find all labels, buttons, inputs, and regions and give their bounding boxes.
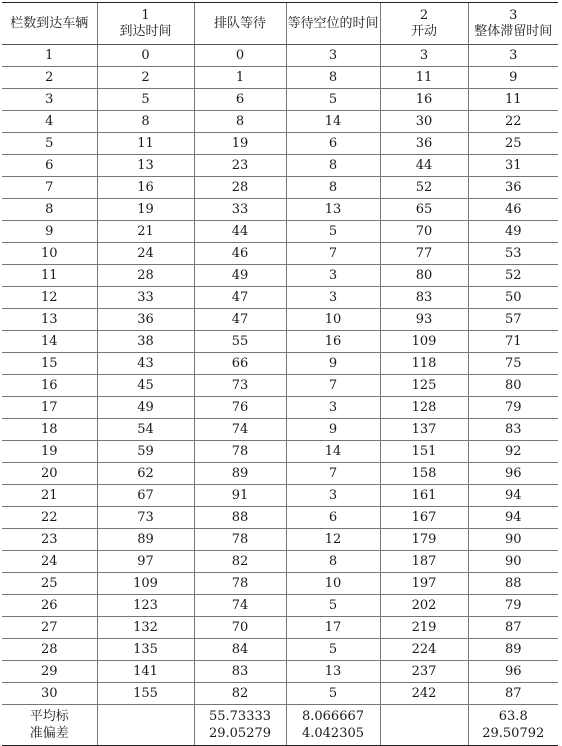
cell-slot-wait: 14 xyxy=(286,441,380,463)
table-row xyxy=(2,419,558,441)
cell-slot-wait: 5 xyxy=(286,221,380,243)
cell-total-stay: 79 xyxy=(468,595,558,617)
cell-arrival-time: 2 xyxy=(97,67,194,89)
table-row xyxy=(2,573,558,595)
cell-queue-wait: 78 xyxy=(194,441,286,463)
cell-queue-wait: 73 xyxy=(194,375,286,397)
cell-vehicle-number: 9 xyxy=(2,221,97,243)
cell-arrival-time: 97 xyxy=(97,551,194,573)
cell-total-stay: 87 xyxy=(468,683,558,705)
cell-departure: 202 xyxy=(380,595,468,617)
cell-departure: 128 xyxy=(380,397,468,419)
cell-slot-wait: 5 xyxy=(286,683,380,705)
cell-total-stay: 88 xyxy=(468,573,558,595)
cell-departure: 80 xyxy=(380,265,468,287)
cell-queue-wait: 47 xyxy=(194,309,286,331)
cell-arrival-time: 8 xyxy=(97,111,194,133)
cell-total-stay: 3 xyxy=(468,45,558,67)
cell-queue-wait: 82 xyxy=(194,683,286,705)
table-row xyxy=(2,441,558,463)
table-row xyxy=(2,595,558,617)
cell-slot-wait: 9 xyxy=(286,419,380,441)
cell-departure: 125 xyxy=(380,375,468,397)
cell-slot-wait: 10 xyxy=(286,309,380,331)
cell-queue-wait: 88 xyxy=(194,507,286,529)
cell-departure: 158 xyxy=(380,463,468,485)
cell-slot-wait: 3 xyxy=(286,45,380,67)
cell-arrival-time: 11 xyxy=(97,133,194,155)
cell-arrival-time: 135 xyxy=(97,639,194,661)
table-row xyxy=(2,397,558,419)
cell-departure: 151 xyxy=(380,441,468,463)
table-row xyxy=(2,133,558,155)
cell-vehicle-number: 10 xyxy=(2,243,97,265)
table-row xyxy=(2,155,558,177)
table-row xyxy=(2,243,558,265)
header-vehicle-number: 栏数到达车辆 xyxy=(2,3,97,45)
cell-departure: 36 xyxy=(380,133,468,155)
summary-departure-cell xyxy=(380,705,468,746)
cell-slot-wait: 3 xyxy=(286,485,380,507)
cell-slot-wait: 12 xyxy=(286,529,380,551)
table-row xyxy=(2,111,558,133)
cell-vehicle-number: 18 xyxy=(2,419,97,441)
cell-slot-wait: 8 xyxy=(286,551,380,573)
cell-vehicle-number: 19 xyxy=(2,441,97,463)
cell-queue-wait: 23 xyxy=(194,155,286,177)
cell-queue-wait: 46 xyxy=(194,243,286,265)
cell-queue-wait: 44 xyxy=(194,221,286,243)
results-table-container xyxy=(2,2,558,746)
cell-slot-wait: 16 xyxy=(286,331,380,353)
cell-slot-wait: 8 xyxy=(286,155,380,177)
cell-total-stay: 94 xyxy=(468,507,558,529)
cell-vehicle-number: 23 xyxy=(2,529,97,551)
cell-departure: 44 xyxy=(380,155,468,177)
table-row xyxy=(2,683,558,705)
cell-queue-wait: 91 xyxy=(194,485,286,507)
cell-departure: 70 xyxy=(380,221,468,243)
cell-departure: 137 xyxy=(380,419,468,441)
table-row xyxy=(2,67,558,89)
summary-slot-wait-cell xyxy=(286,705,380,746)
cell-total-stay: 80 xyxy=(468,375,558,397)
cell-vehicle-number: 3 xyxy=(2,89,97,111)
cell-arrival-time: 155 xyxy=(97,683,194,705)
cell-total-stay: 94 xyxy=(468,485,558,507)
cell-vehicle-number: 26 xyxy=(2,595,97,617)
cell-arrival-time: 59 xyxy=(97,441,194,463)
cell-total-stay: 22 xyxy=(468,111,558,133)
cell-vehicle-number: 29 xyxy=(2,661,97,683)
table-row xyxy=(2,287,558,309)
queue-wait-std: 29.05279 xyxy=(208,726,272,741)
cell-arrival-time: 13 xyxy=(97,155,194,177)
cell-total-stay: 25 xyxy=(468,133,558,155)
cell-vehicle-number: 25 xyxy=(2,573,97,595)
cell-queue-wait: 78 xyxy=(194,529,286,551)
cell-departure: 219 xyxy=(380,617,468,639)
total-stay-mean: 63.8 xyxy=(498,709,528,724)
cell-total-stay: 52 xyxy=(468,265,558,287)
cell-arrival-time: 28 xyxy=(97,265,194,287)
cell-departure: 93 xyxy=(380,309,468,331)
cell-total-stay: 90 xyxy=(468,551,558,573)
cell-departure: 11 xyxy=(380,67,468,89)
queue-simulation-table xyxy=(2,2,558,746)
cell-arrival-time: 109 xyxy=(97,573,194,595)
cell-slot-wait: 5 xyxy=(286,89,380,111)
summary-label-cell xyxy=(2,705,97,746)
cell-vehicle-number: 11 xyxy=(2,265,97,287)
cell-vehicle-number: 12 xyxy=(2,287,97,309)
cell-queue-wait: 49 xyxy=(194,265,286,287)
std-label: 准偏差 xyxy=(29,726,69,741)
total-stay-std: 29.50792 xyxy=(482,726,545,741)
cell-departure: 83 xyxy=(380,287,468,309)
cell-queue-wait: 33 xyxy=(194,199,286,221)
cell-queue-wait: 6 xyxy=(194,89,286,111)
cell-queue-wait: 76 xyxy=(194,397,286,419)
cell-vehicle-number: 5 xyxy=(2,133,97,155)
table-row xyxy=(2,639,558,661)
cell-queue-wait: 82 xyxy=(194,551,286,573)
slot-wait-std: 4.042305 xyxy=(301,726,365,741)
cell-arrival-time: 33 xyxy=(97,287,194,309)
cell-total-stay: 89 xyxy=(468,639,558,661)
cell-queue-wait: 28 xyxy=(194,177,286,199)
cell-slot-wait: 8 xyxy=(286,177,380,199)
cell-arrival-time: 62 xyxy=(97,463,194,485)
cell-slot-wait: 9 xyxy=(286,353,380,375)
cell-slot-wait: 17 xyxy=(286,617,380,639)
cell-total-stay: 75 xyxy=(468,353,558,375)
cell-arrival-time: 45 xyxy=(97,375,194,397)
cell-arrival-time: 36 xyxy=(97,309,194,331)
cell-departure: 224 xyxy=(380,639,468,661)
cell-queue-wait: 47 xyxy=(194,287,286,309)
cell-vehicle-number: 30 xyxy=(2,683,97,705)
cell-arrival-time: 49 xyxy=(97,397,194,419)
cell-slot-wait: 7 xyxy=(286,375,380,397)
cell-vehicle-number: 24 xyxy=(2,551,97,573)
cell-total-stay: 83 xyxy=(468,419,558,441)
cell-queue-wait: 83 xyxy=(194,661,286,683)
cell-vehicle-number: 4 xyxy=(2,111,97,133)
cell-total-stay: 96 xyxy=(468,661,558,683)
cell-departure: 3 xyxy=(380,45,468,67)
table-body xyxy=(2,45,558,746)
cell-vehicle-number: 22 xyxy=(2,507,97,529)
cell-vehicle-number: 8 xyxy=(2,199,97,221)
cell-total-stay: 71 xyxy=(468,331,558,353)
cell-arrival-time: 19 xyxy=(97,199,194,221)
table-row xyxy=(2,529,558,551)
cell-departure: 65 xyxy=(380,199,468,221)
cell-slot-wait: 13 xyxy=(286,661,380,683)
cell-slot-wait: 5 xyxy=(286,639,380,661)
cell-departure: 161 xyxy=(380,485,468,507)
cell-arrival-time: 24 xyxy=(97,243,194,265)
cell-slot-wait: 7 xyxy=(286,463,380,485)
header-total-stay: 3 整体滞留时间 xyxy=(468,3,558,45)
table-row xyxy=(2,353,558,375)
cell-queue-wait: 1 xyxy=(194,67,286,89)
cell-departure: 187 xyxy=(380,551,468,573)
table-row xyxy=(2,199,558,221)
table-row xyxy=(2,265,558,287)
header-departure: 2 开动 xyxy=(380,3,468,45)
cell-queue-wait: 74 xyxy=(194,595,286,617)
cell-slot-wait: 13 xyxy=(286,199,380,221)
cell-vehicle-number: 15 xyxy=(2,353,97,375)
table-row xyxy=(2,375,558,397)
cell-arrival-time: 38 xyxy=(97,331,194,353)
cell-total-stay: 36 xyxy=(468,177,558,199)
cell-vehicle-number: 20 xyxy=(2,463,97,485)
cell-vehicle-number: 2 xyxy=(2,67,97,89)
cell-total-stay: 53 xyxy=(468,243,558,265)
summary-queue-wait-cell xyxy=(194,705,286,746)
cell-slot-wait: 14 xyxy=(286,111,380,133)
cell-total-stay: 90 xyxy=(468,529,558,551)
cell-vehicle-number: 27 xyxy=(2,617,97,639)
cell-queue-wait: 84 xyxy=(194,639,286,661)
cell-arrival-time: 89 xyxy=(97,529,194,551)
cell-queue-wait: 19 xyxy=(194,133,286,155)
cell-departure: 77 xyxy=(380,243,468,265)
mean-label: 平均标 xyxy=(29,709,69,724)
cell-arrival-time: 73 xyxy=(97,507,194,529)
header-queue-wait: 排队等待 xyxy=(194,3,286,45)
cell-arrival-time: 21 xyxy=(97,221,194,243)
queue-wait-mean: 55.73333 xyxy=(208,709,272,724)
cell-slot-wait: 10 xyxy=(286,573,380,595)
cell-departure: 16 xyxy=(380,89,468,111)
cell-total-stay: 87 xyxy=(468,617,558,639)
cell-slot-wait: 5 xyxy=(286,595,380,617)
cell-total-stay: 57 xyxy=(468,309,558,331)
cell-vehicle-number: 17 xyxy=(2,397,97,419)
cell-vehicle-number: 21 xyxy=(2,485,97,507)
cell-vehicle-number: 7 xyxy=(2,177,97,199)
table-row xyxy=(2,463,558,485)
cell-slot-wait: 3 xyxy=(286,397,380,419)
table-row xyxy=(2,309,558,331)
cell-arrival-time: 0 xyxy=(97,45,194,67)
cell-total-stay: 79 xyxy=(468,397,558,419)
cell-departure: 179 xyxy=(380,529,468,551)
cell-slot-wait: 7 xyxy=(286,243,380,265)
table-row xyxy=(2,485,558,507)
table-row xyxy=(2,177,558,199)
cell-slot-wait: 6 xyxy=(286,133,380,155)
cell-arrival-time: 141 xyxy=(97,661,194,683)
cell-departure: 109 xyxy=(380,331,468,353)
summary-row xyxy=(2,705,558,746)
cell-departure: 167 xyxy=(380,507,468,529)
cell-vehicle-number: 28 xyxy=(2,639,97,661)
cell-queue-wait: 0 xyxy=(194,45,286,67)
cell-arrival-time: 43 xyxy=(97,353,194,375)
table-row xyxy=(2,45,558,67)
cell-slot-wait: 3 xyxy=(286,265,380,287)
cell-total-stay: 9 xyxy=(468,67,558,89)
table-row xyxy=(2,331,558,353)
header-slot-wait: 等待空位的时间 xyxy=(286,3,380,45)
cell-queue-wait: 55 xyxy=(194,331,286,353)
table-row xyxy=(2,617,558,639)
table-row xyxy=(2,661,558,683)
table-row xyxy=(2,507,558,529)
header-arrival-time: 1 到达时间 xyxy=(97,3,194,45)
cell-total-stay: 46 xyxy=(468,199,558,221)
cell-queue-wait: 74 xyxy=(194,419,286,441)
cell-arrival-time: 132 xyxy=(97,617,194,639)
summary-total-stay-cell xyxy=(468,705,558,746)
cell-vehicle-number: 1 xyxy=(2,45,97,67)
cell-slot-wait: 3 xyxy=(286,287,380,309)
cell-departure: 30 xyxy=(380,111,468,133)
header-row xyxy=(2,3,558,45)
cell-departure: 118 xyxy=(380,353,468,375)
cell-departure: 197 xyxy=(380,573,468,595)
cell-vehicle-number: 13 xyxy=(2,309,97,331)
cell-total-stay: 50 xyxy=(468,287,558,309)
cell-arrival-time: 16 xyxy=(97,177,194,199)
cell-arrival-time: 67 xyxy=(97,485,194,507)
table-row xyxy=(2,221,558,243)
table-row xyxy=(2,89,558,111)
cell-vehicle-number: 6 xyxy=(2,155,97,177)
cell-queue-wait: 78 xyxy=(194,573,286,595)
cell-queue-wait: 70 xyxy=(194,617,286,639)
cell-total-stay: 92 xyxy=(468,441,558,463)
cell-queue-wait: 8 xyxy=(194,111,286,133)
cell-departure: 242 xyxy=(380,683,468,705)
cell-queue-wait: 66 xyxy=(194,353,286,375)
cell-queue-wait: 89 xyxy=(194,463,286,485)
cell-arrival-time: 5 xyxy=(97,89,194,111)
cell-slot-wait: 6 xyxy=(286,507,380,529)
cell-total-stay: 96 xyxy=(468,463,558,485)
cell-departure: 52 xyxy=(380,177,468,199)
table-row xyxy=(2,551,558,573)
cell-total-stay: 49 xyxy=(468,221,558,243)
cell-total-stay: 11 xyxy=(468,89,558,111)
cell-vehicle-number: 16 xyxy=(2,375,97,397)
cell-arrival-time: 123 xyxy=(97,595,194,617)
cell-departure: 237 xyxy=(380,661,468,683)
summary-arrival-cell xyxy=(97,705,194,746)
slot-wait-mean: 8.066667 xyxy=(301,709,365,724)
cell-slot-wait: 8 xyxy=(286,67,380,89)
cell-vehicle-number: 14 xyxy=(2,331,97,353)
cell-total-stay: 31 xyxy=(468,155,558,177)
cell-arrival-time: 54 xyxy=(97,419,194,441)
